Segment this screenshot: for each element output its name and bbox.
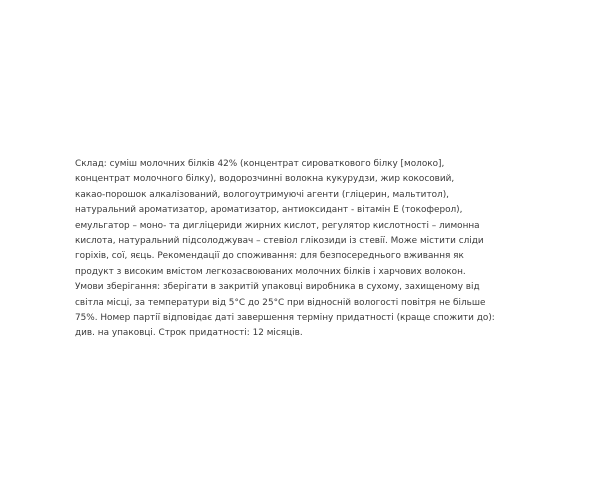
product-description-text — [75, 157, 555, 342]
text-line: концентрат молочного білку), водорозчинні волокна кукурудзи, жир кокосовий, — [75, 174, 455, 185]
text-line: продукт з високим вмістом легкозасвоюваних молочних білків і харчових волокон. — [75, 266, 466, 277]
text-line: натуральний ароматизатор, ароматизатор, антиоксидант - вітамін Е (токоферол), — [75, 205, 463, 216]
text-line: 75%. Номер партії відповідає даті завершення терміну придатності (краще спожити до): — [75, 313, 495, 324]
text-line: кислота, натуральний підсолоджувач – стевіол глікозиди із стевії. Може містити сліди — [75, 236, 484, 247]
text-line: світла місці, за температури від 5°С до 25°С при відносній вологості повітря не більше — [75, 297, 486, 308]
text-line: Умови зберігання: зберігати в закритій упаковці виробника в сухому, захищеному від — [75, 282, 480, 293]
text-line: емульгатор – моно- та дигліцериди жирних кислот, регулятор кислотності – лимонна — [75, 220, 480, 231]
text-line: горіхів, сої, яєць. Рекомендації до споживання: для безпосереднього вживання як — [75, 251, 464, 262]
text-line: Склад: суміш молочних білків 42% (концентрат сироваткового білку [молоко], — [75, 159, 445, 169]
text-line: какао-порошок алкалізований, вологоутримуючі агенти (гліцерин, мальтитол), — [75, 189, 449, 200]
text-line: див. на упаковці. Строк придатності: 12 місяців. — [75, 328, 303, 339]
